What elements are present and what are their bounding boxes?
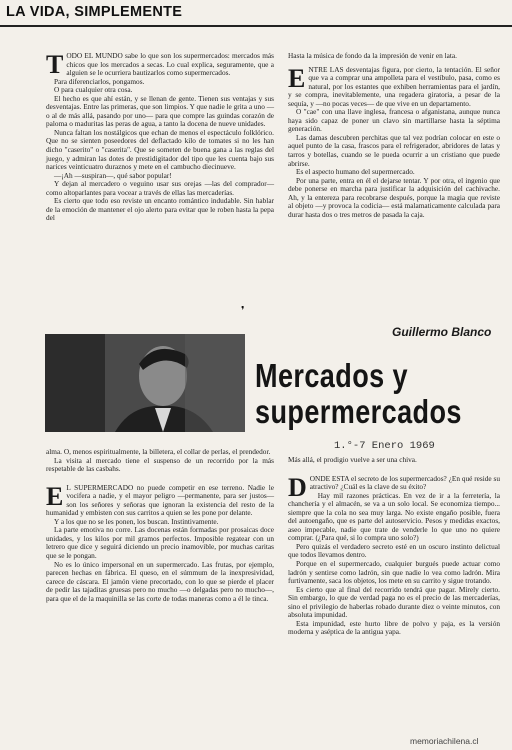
- paragraph: Nunca faltan los nostálgicos que echan de menos el espectáculo folklórico. Que no se sienten poseedores del deflactado kilo de tomates si no les han dicho "caserito" o "caserita". Que se someten de buena gana a las reglas del juego, y admiran las dotes de prestidigitador del tipo que les cuenta bajo sus narices veinticuatro duraznos y mete en el cambucho diecinueve.: [46, 127, 274, 172]
- paragraph: alma. O, menos espiritualmente, la billetera, el collar de perlas, el prendedor.: [46, 447, 271, 456]
- paragraph: Hay mil razones prácticas. En vez de ir a la ferretería, la chanchería y el almacén, se va a un solo local. Se economiza tiempo... siempre que la cola no sea muy larga. No existe engaño posible, fuera del autoengaño, que es parte del autoservicio. Pesos y medidas exactos, aseo impecable, nadie que trate de venderle lo que uno no quiere comprar. (¿Para qué, si lo compra uno solo?): [288, 490, 500, 543]
- paragraph: Esta impunidad, este hurto libre de polvo y paja, es la versión moderna y aséptica de la antigua yapa.: [288, 618, 500, 637]
- paragraph: Por una parte, entra en él el dejarse tentar. Y por otra, el ingenio que debe ponerse en marcha para justificar la adquisición del cachivache. Ah, y la entereza para recobrarse después, porque la magia que reviste al objeto —y provoca la codicia— está malamaticamente calculada para durar hasta dos o tres metros de pasada la caja.: [288, 175, 500, 219]
- date-stamp: 1.°-7 Enero 1969: [334, 440, 435, 452]
- paragraph: La visita al mercado tiene el suspenso de un recorrido por la más respetable de las casbahs.: [46, 455, 274, 474]
- author-byline: Guillermo Blanco: [392, 325, 492, 339]
- paragraph: Pero quizás el verdadero secreto esté en un oscuro instinto delictual que todos llevamos dentro.: [288, 541, 500, 560]
- paragraph: ODO EL MUNDO sabe lo que son los supermercados: mercados más chicos que los mercados a secas. Lo cual explica, seguramente, que a alguien se le ocurriera bautizarlos como supermercados.: [66, 51, 274, 78]
- left-column-bottom: [46, 448, 274, 603]
- article-title: [255, 358, 501, 430]
- paragraph: No es lo único impersonal en un supermercado. Las frutas, por ejemplo, parecen hechas en fábrica. El queso, en el súmmum de la inexpresividad, carece de cáscara. El jamón viene precortado, con lo que se pierde el placer de pedir las tajaditas gruesas pero no mucho —o delgadas pero no mucho—, para que el de la maquinilla se las corte de todas maneras como a él le tinca.: [46, 559, 274, 603]
- paragraph: Las damas descubren perchitas que tal vez podrían colocar en este o aquel punto de la casa, frascos para el refrigerador, abridores de latas y tarros y botellas, cuando se le pueda ocurrir a un cristiano que puede abrirse.: [288, 132, 500, 168]
- paragraph: Hasta la música de fondo da la impresión de venir en lata.: [288, 51, 457, 60]
- footer-watermark: memoriachilena.cl: [410, 736, 479, 746]
- paragraph: La parte emotiva no corre. Las docenas están formadas por prosaicas doce unidades, y los kilos por mil gramos perfectos. Imposible regatear con un letrero que dice y seguirá diciendo un precio inamovible, por muchas caritas que se le pongan.: [46, 525, 274, 561]
- drop-cap: E: [46, 481, 64, 511]
- paragraph: NTRE LAS desventajas figura, por cierto, la tentación. El señor que va a comprar una ampolleta para el vestíbulo, pasa, como es natural, por los estantes que exhiben herramientas para el jardín, y se compra, inevitablemente, una regadera giratoria, a pesar de la sequía, y —no pocas veces— de que vive en un departamento.: [288, 64, 500, 108]
- paragraph: Es el aspecto humano del supermercado.: [296, 167, 415, 177]
- left-column-top: [46, 52, 274, 223]
- paragraph: Más allá, el prodigio vuelve a ser una chiva.: [288, 455, 417, 464]
- paragraph: —¡Ah —suspiran—, qué sabor popular!: [54, 170, 172, 180]
- title-line: Mercados y: [255, 357, 409, 394]
- title-line: supermercados: [255, 393, 462, 430]
- paragraph: Para diferenciarlos, pongamos.: [54, 76, 145, 86]
- right-column-bottom: [288, 456, 500, 637]
- paragraph: Es cierto que todo eso reviste un encanto romántico indudable. Sin hablar de la emoción de mantener el ojo alerto para evitar que le roben hasta la pepa del: [46, 196, 274, 223]
- paragraph: El hecho es que ahí están, y se llenan de gente. Tienen sus ventajas y sus desventajas. Entre las primeras, que son limpios. Y que nadie le grita a uno —o al de más allá, pasando por uno— para que compre las guindas corazón de paloma o maduritas las peras de agua, a tanto la docena de nueve unidades.: [46, 93, 274, 129]
- paragraph: ONDE ESTA el secreto de los supermercados? ¿En qué reside su atractivo? ¿Cuál es la clave de su éxito?: [309, 473, 500, 492]
- drop-cap: D: [288, 472, 307, 502]
- decorative-ornament: ❜: [241, 305, 245, 317]
- drop-cap: T: [46, 50, 64, 79]
- paragraph: Y a los que no se les ponen, los buscan. Instintivamente.: [54, 516, 219, 526]
- paragraph: Es cierto que al final del recorrido tendrá que pagar. Mirely cierto. Sin embargo, lo que de verdad paga no es el precio de las mercaderías, sino el privilegio de haberlas robado durante diez o veinte minutos, con absoluta impunidad.: [288, 584, 500, 620]
- section-header: LA VIDA, SIMPLEMENTE: [6, 4, 183, 20]
- right-column-top: [288, 52, 500, 219]
- paragraph: Y dejan al mercadero o veguino usar sus orejas —las del comprador— como altoparlantes para vocear a través de ellas las mercaderías.: [46, 179, 274, 197]
- paragraph: Porque en el supermercado, cualquier burgués puede actuar como ladrón y sentirse como ladrón, sin que nadie lo vea como ladrón. Mira furtivamente, saca los objetos, los mete en su carrito y sigue trotando.: [288, 559, 500, 586]
- author-photo: [45, 334, 245, 432]
- paragraph: O "cae" con una llave inglesa, francesa o afganistana, aunque nunca haya sido capaz de poner un clavo sin martillarse hasta la séptima generación.: [288, 107, 500, 134]
- header-rule: [0, 25, 512, 27]
- drop-cap: E: [288, 63, 306, 93]
- paragraph: O para cualquier otra cosa.: [54, 85, 133, 95]
- paragraph: L SUPERMERCADO no puede competir en ese terreno. Nadie le vocifera a nadie, y el mayor peligro —permanente, para ser justos— son los señores y señoras que ignoran la existencia del resto de la humanidad y embisten con sus carritos a quien se les pone por delante.: [46, 482, 274, 518]
